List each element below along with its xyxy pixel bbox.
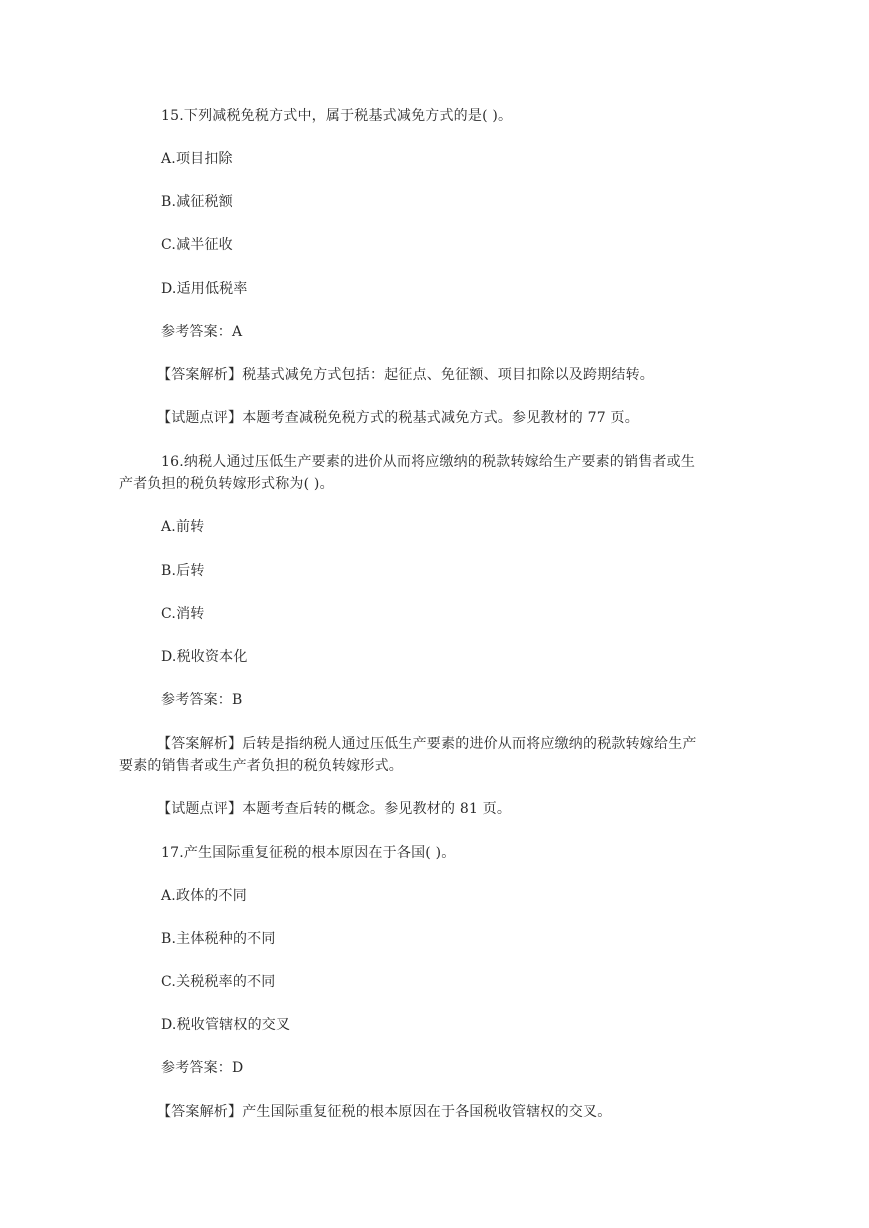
- q16-question-line1: 16.纳税人通过压低生产要素的进价从而将应缴纳的税款转嫁给生产要素的销售者或生: [161, 454, 696, 470]
- q17-option-a: A.政体的不同: [161, 888, 247, 904]
- q15-option-c: C.减半征收: [161, 237, 233, 253]
- q17-analysis: 【答案解析】产生国际重复征税的根本原因在于各国税收管辖权的交叉。: [157, 1104, 612, 1120]
- q16-option-d: D.税收资本化: [161, 649, 248, 665]
- q15-review: 【试题点评】本题考查减税免税方式的税基式减免方式。参见教材的 77 页。: [157, 410, 639, 426]
- q16-option-b: B.后转: [161, 563, 205, 579]
- q17-option-d: D.税收管辖权的交叉: [161, 1017, 291, 1033]
- q16-analysis-line2: 要素的销售者或生产者负担的税负转嫁形式。: [119, 758, 403, 774]
- q17-option-c: C.关税税率的不同: [161, 974, 276, 990]
- q16-answer: 参考答案：B: [161, 692, 243, 708]
- q17-option-b: B.主体税种的不同: [161, 931, 276, 947]
- q15-question: 15.下列减税免税方式中，属于税基式减免方式的是( )。: [161, 108, 513, 124]
- q15-analysis: 【答案解析】税基式减免方式包括：起征点、免征额、项目扣除以及跨期结转。: [157, 367, 654, 383]
- q15-option-b: B.减征税额: [161, 194, 233, 210]
- q15-answer: 参考答案：A: [161, 324, 243, 340]
- q16-review: 【试题点评】本题考查后转的概念。参见教材的 81 页。: [157, 801, 512, 817]
- q16-question-line2: 产者负担的税负转嫁形式称为( )。: [119, 476, 334, 492]
- q16-option-c: C.消转: [161, 606, 205, 622]
- q16-option-a: A.前转: [161, 519, 205, 535]
- q16-analysis-line1: 【答案解析】后转是指纳税人通过压低生产要素的进价从而将应缴纳的税款转嫁给生产: [157, 736, 697, 752]
- q15-option-a: A.项目扣除: [161, 151, 233, 167]
- q17-question: 17.产生国际重复征税的根本原因在于各国( )。: [161, 845, 456, 861]
- q15-option-d: D.适用低税率: [161, 281, 248, 297]
- q17-answer: 参考答案：D: [161, 1060, 244, 1076]
